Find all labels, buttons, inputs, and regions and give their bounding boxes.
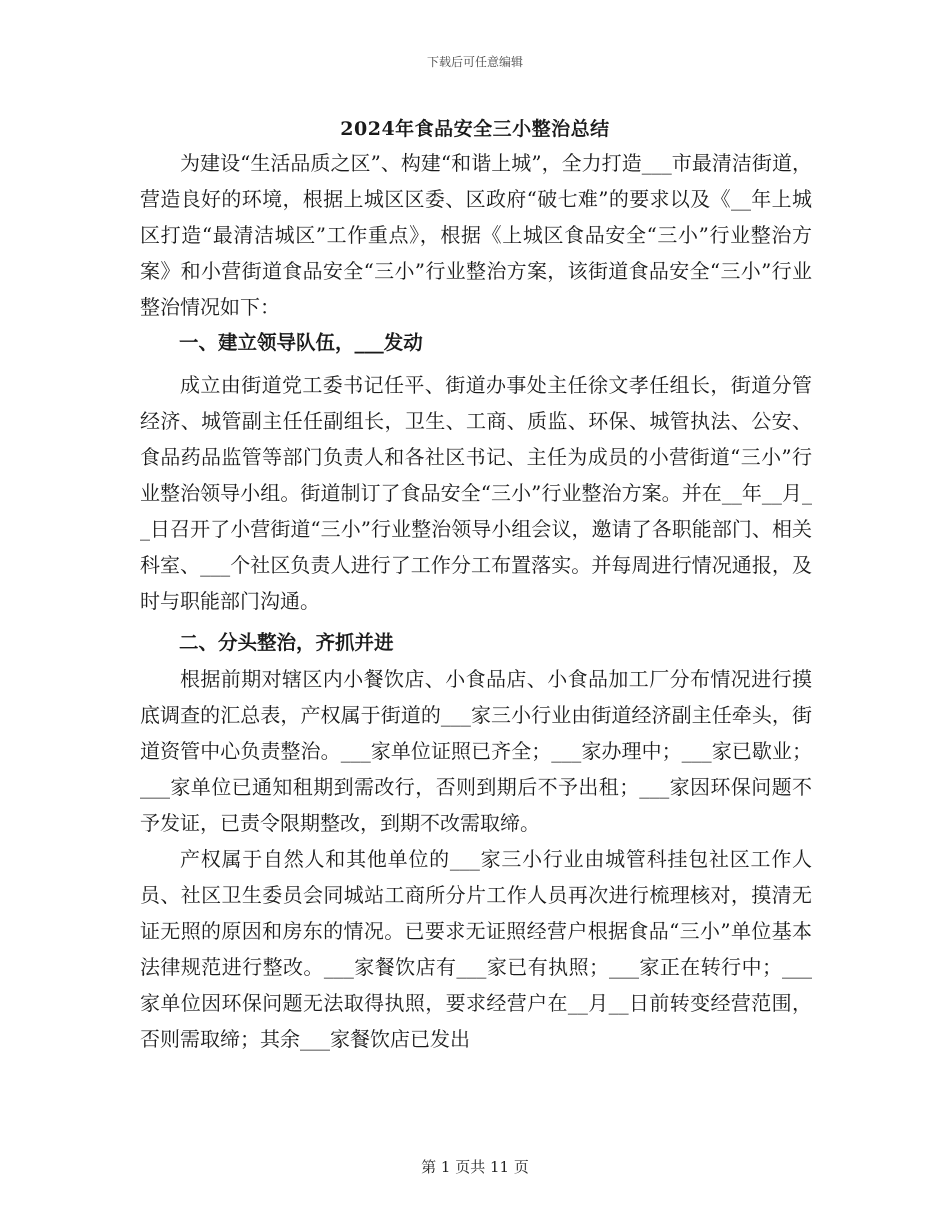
section-heading-2: 二、分头整治，齐抓并进 [179, 631, 394, 654]
page-number: 第 1 页共 11 页 [421, 1158, 529, 1176]
section-heading-1: 一、建立领导队伍，___发动 [179, 331, 423, 354]
header-note: 下载后可任意编辑 [426, 55, 523, 69]
paragraph-street-owned: 根据前期对辖区内小餐饮店、小食品店、小食品加工厂分布情况进行摸底调查的汇总表，产权属于街道的___家三小行业由街道经济副主任牵头，街道资管中心负责整治。___家单位证照已齐全；___家办理中；___家已歇业；___家单位已通知租期到需改行，否则到期后不予出租；___家因环保问题不予发证，已责令限期整改，到期不改需取缔。 [140, 667, 812, 835]
paragraph-private-owned: 产权属于自然人和其他单位的___家三小行业由城管科挂包社区工作人员、社区卫生委员会同城站工商所分片工作人员再次进行梳理核对，摸清无证无照的原因和房东的情况。已要求无证照经营户根据食品“三小”单位基本法律规范进行整改。___家餐饮店有___家已有执照；___家正在转行中；___家单位因环保问题无法取得执照，要求经营户在__月__日前转变经营范围，否则需取缔；其余___家餐饮店已发出 [140, 847, 812, 1051]
paragraph-leadership: 成立由街道党工委书记任平、街道办事处主任徐文孝任组长，街道分管经济、城管副主任任副组长，卫生、工商、质监、环保、城管执法、公安、食品药品监管等部门负责人和各社区书记、主任为成员的小营街道“三小”行业整治领导小组。街道制订了食品安全“三小”行业整治方案。并在__年__月__日召开了小营街道“三小”行业整治领导小组会议，邀请了各职能部门、相关科室、___个社区负责人进行了工作分工布置落实。并每周进行情况通报，及时与职能部门沟通。 [140, 373, 812, 613]
document-title: 2024年食品安全三小整治总结 [340, 118, 610, 140]
document-body [140, 145, 812, 1057]
paragraph-intro: 为建设“生活品质之区”、构建“和谐上城”，全力打造___市最清洁街道，营造良好的环境，根据上城区区委、区政府“破七难”的要求以及《__年上城区打造“最清洁城区”工作重点》，根据《上城区食品安全“三小”行业整治方案》和小营街道食品安全“三小”行业整治方案，该街道食品安全“三小”行业整治情况如下： [140, 151, 812, 319]
